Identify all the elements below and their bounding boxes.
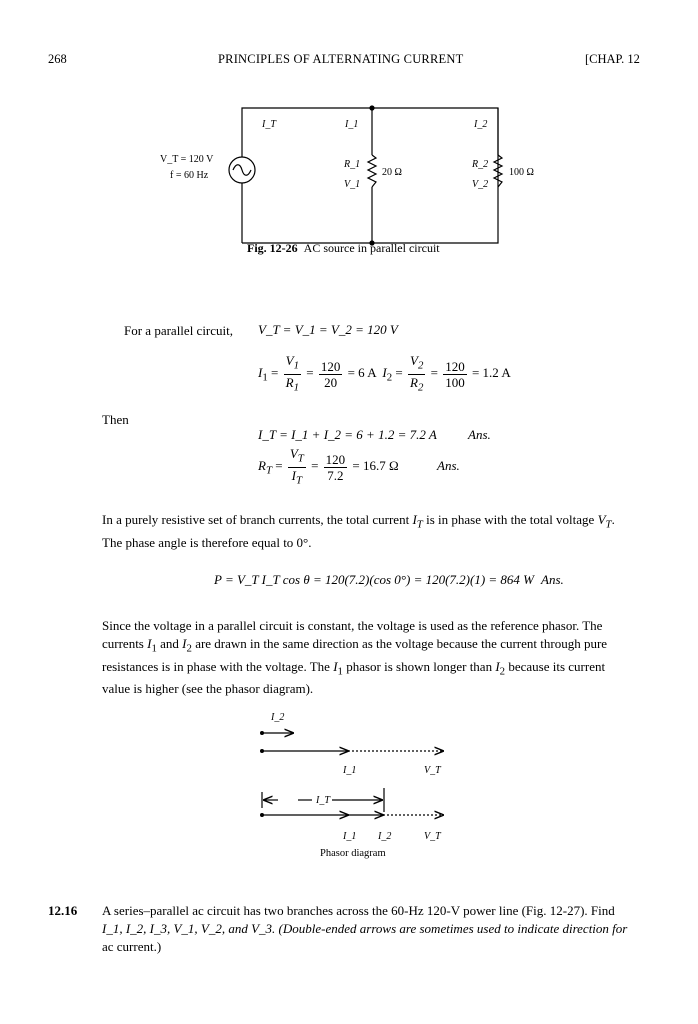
problem-number: 12.16 (48, 903, 78, 918)
paragraph-phase: In a purely resistive set of branch currents, the total current $I_T$ is in phase with the total voltage $V_T$. The phase angle is therefore equal to 0°. (102, 512, 615, 550)
answer-mark-power: Ans. (541, 572, 564, 587)
phasor-label-i2-lower: I_2 (378, 831, 392, 842)
phasor-diagram (0, 700, 698, 870)
equation-branch-currents: $I_1$ = $\frac{V_1}{R_1}$ = $\frac{120}{20}$ = 6 A $I_2$ = $\frac{V_2}{R_2}$ = $\frac{120}{100}$ = 1.2 A (258, 353, 511, 394)
figure-caption-text: AC source in parallel circuit (303, 241, 440, 255)
label-i1: I_1 (345, 119, 359, 130)
phasor-label-vt-lower: V_T (424, 831, 441, 842)
rt-result: = 16.7 Ω (352, 458, 399, 474)
label-r2-value: 100 Ω (509, 167, 534, 178)
phasor-label-it: I_T (316, 795, 330, 806)
equation-total-resistance: $R_T$ = $\frac{V_T}{I_T}$ = $\frac{120}{7.2}$ = 16.7 Ω (258, 446, 399, 487)
source-frequency-label: f = 60 Hz (170, 170, 209, 181)
junction-top (369, 105, 374, 110)
chapter-label: [CHAP. 12 (585, 52, 640, 66)
label-i2: I_2 (474, 119, 488, 130)
resistor-r1-icon (368, 155, 376, 187)
circuit-diagram (0, 95, 698, 255)
then-label: Then (102, 412, 129, 427)
source-voltage-label: V_T = 120 V (160, 154, 214, 165)
rt-denominator: 7.2 (327, 467, 344, 483)
i2-result: = 1.2 A (471, 365, 511, 381)
problem-statement: A series–parallel ac circuit has two branches across the 60-Hz 120-V power line (Fig. 12-27). Find I_1, I_2, I_3, V_1, V_2, and V_3. (Double-ended arrows are sometimes used to indicate direction for ac current.) (102, 903, 628, 954)
paragraph-phasor-reference: Since the voltage in a parallel circuit is constant, the voltage is used as the reference phasor. The currents $I_1$ and $I_2$ are drawn in the same direction as the voltage because the current through pure resistances is in phase with the voltage. The $I_1$ phasor is shown longer than $I_2$ because its current value is higher (see the phasor diagram). (102, 618, 608, 697)
i2-denominator: 100 (445, 374, 465, 390)
label-v2: V_2 (472, 179, 489, 190)
figure-number: Fig. 12-26 (247, 241, 298, 255)
label-r1-value: 20 Ω (382, 167, 402, 178)
label-r2: R_2 (472, 159, 489, 170)
phasor-label-i2: I_2 (271, 712, 285, 723)
running-title: PRINCIPLES OF ALTERNATING CURRENT (218, 52, 464, 66)
circuit-wire-loop (242, 108, 498, 243)
i1-numerator: 120 (320, 358, 341, 374)
phasor-label-i1: I_1 (343, 765, 357, 776)
label-r1: R_1 (344, 159, 361, 170)
phasor-caption: Phasor diagram (320, 848, 386, 859)
i1-result: = 6 A (347, 365, 376, 381)
label-v1: V_1 (344, 179, 361, 190)
i1-denominator: 20 (324, 374, 338, 390)
rt-numerator: 120 (325, 451, 346, 467)
phasor-label-vt: V_T (424, 765, 441, 776)
phasor-label-i1-lower: I_1 (343, 831, 357, 842)
equation-total-current: I_T = I_1 + I_2 = 6 + 1.2 = 7.2 A (258, 427, 437, 442)
answer-mark-rt: Ans. (437, 458, 460, 473)
figure-caption (247, 241, 440, 256)
parallel-intro: For a parallel circuit, (124, 323, 234, 338)
label-it: I_T (262, 119, 276, 130)
equation-voltages: V_T = V_1 = V_2 = 120 V (258, 322, 398, 337)
i2-numerator: 120 (445, 358, 465, 374)
equation-power: P = V_T I_T cos θ = 120(7.2)(cos 0°) = 120(7.2)(1) = 864 W (214, 572, 535, 587)
answer-mark-it: Ans. (468, 427, 491, 442)
page-number: 268 (48, 52, 67, 66)
